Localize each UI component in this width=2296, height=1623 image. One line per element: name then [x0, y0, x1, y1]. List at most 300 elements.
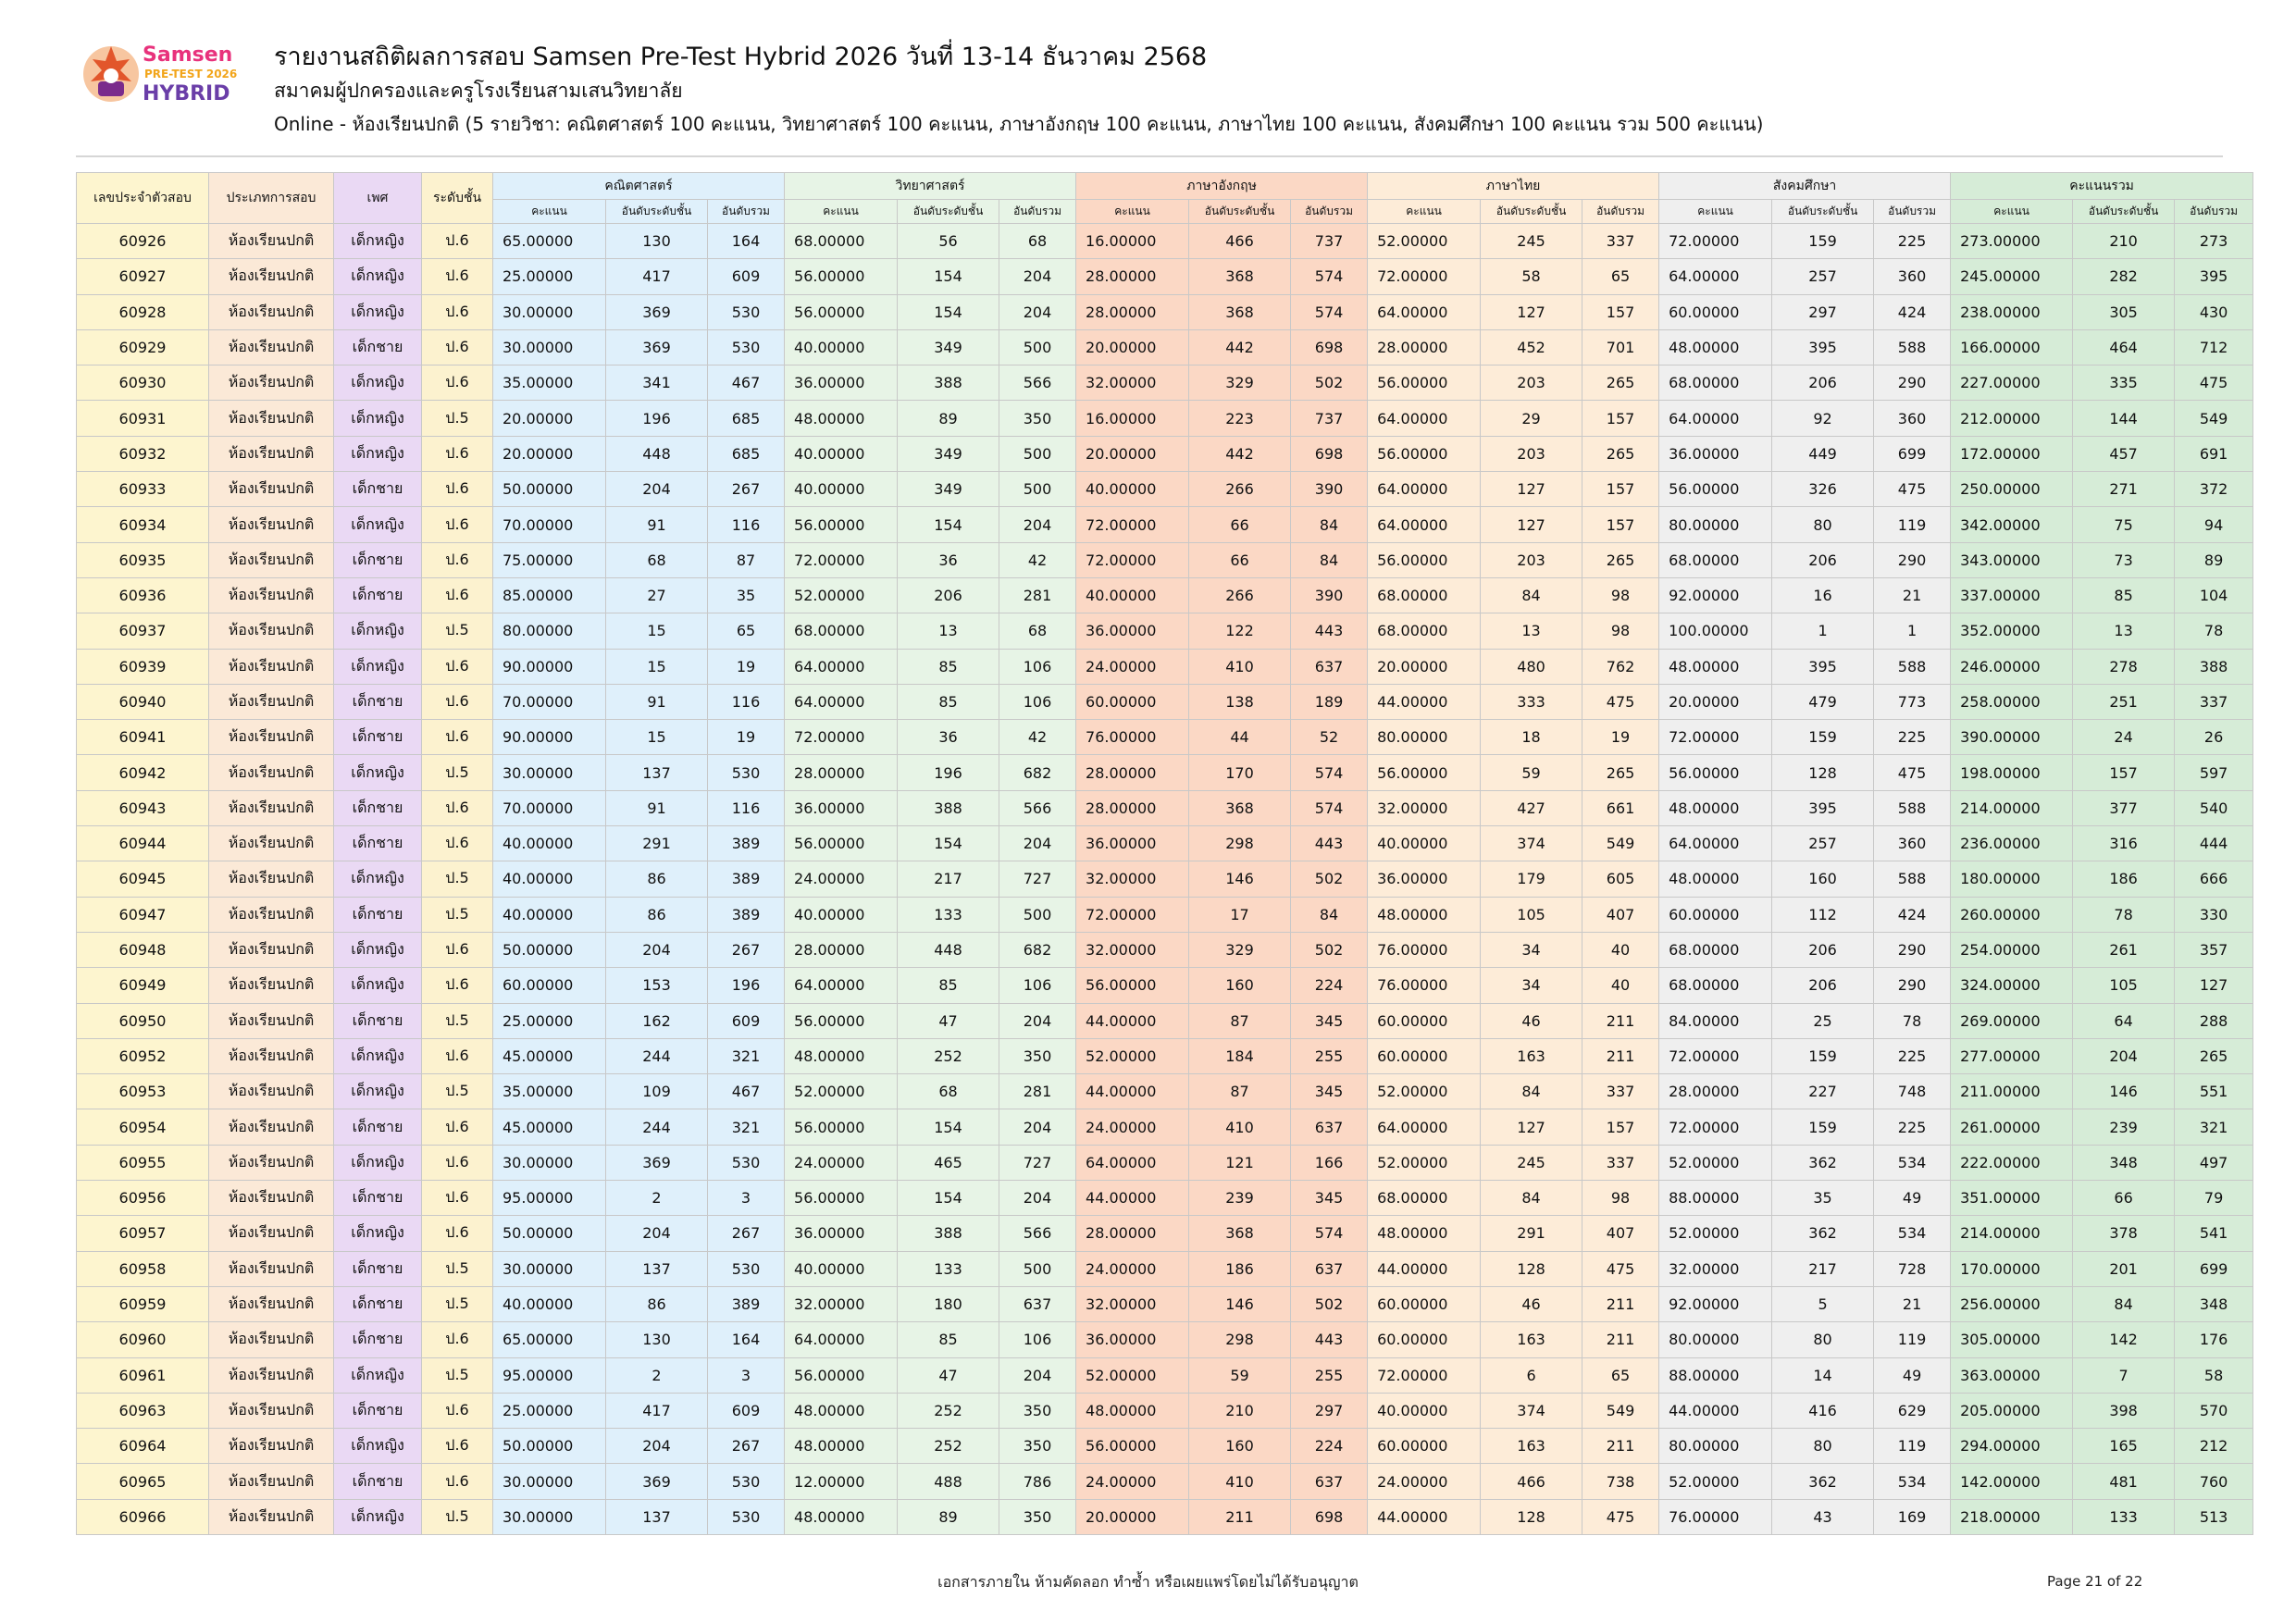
table-row [77, 1499, 2253, 1534]
cell-math-score: 40.00000 [493, 897, 606, 932]
cell-science-grade-rank: 217 [898, 861, 999, 897]
cell-math-overall-rank: 389 [708, 897, 785, 932]
cell-social-score: 28.00000 [1659, 1074, 1772, 1109]
cell-exam-id: 60927 [77, 259, 209, 294]
cell-english-score: 36.00000 [1076, 1322, 1189, 1357]
cell-total-grade-rank: 105 [2073, 968, 2175, 1003]
cell-social-score: 92.00000 [1659, 1286, 1772, 1321]
cell-exam-id: 60945 [77, 861, 209, 897]
cell-math-overall-rank: 609 [708, 1393, 785, 1428]
table-row [77, 259, 2253, 294]
cell-science-grade-rank: 47 [898, 1003, 999, 1038]
cell-social-score: 64.00000 [1659, 259, 1772, 294]
cell-english-overall-rank: 390 [1291, 577, 1368, 613]
cell-gender: เด็กหญิง [334, 613, 422, 649]
report-title: รายงานสถิติผลการสอบ Samsen Pre-Test Hybrid 2026 วันที่ 13-14 ธันวาคม 2568 [274, 43, 1208, 71]
header-gender: เพศ [334, 173, 422, 224]
table-row [77, 401, 2253, 436]
subheader-math-overall-rank: อันดับรวม [708, 200, 785, 224]
cell-english-score: 48.00000 [1076, 1393, 1189, 1428]
cell-science-overall-rank: 204 [999, 1109, 1076, 1145]
cell-thai-grade-rank: 203 [1481, 542, 1582, 577]
cell-exam-id: 60929 [77, 329, 209, 365]
cell-exam-type: ห้องเรียนปกติ [209, 755, 334, 790]
cell-social-score: 68.00000 [1659, 542, 1772, 577]
cell-thai-grade-rank: 46 [1481, 1286, 1582, 1321]
cell-total-grade-rank: 142 [2073, 1322, 2175, 1357]
cell-math-score: 70.00000 [493, 507, 606, 542]
cell-thai-score: 20.00000 [1368, 649, 1481, 684]
cell-science-score: 64.00000 [785, 684, 898, 719]
cell-english-overall-rank: 574 [1291, 294, 1368, 329]
cell-thai-grade-rank: 128 [1481, 1251, 1582, 1286]
cell-english-score: 52.00000 [1076, 1038, 1189, 1073]
cell-math-overall-rank: 267 [708, 1429, 785, 1464]
cell-grade-level: ป.6 [422, 649, 493, 684]
cell-social-overall-rank: 1 [1874, 613, 1951, 649]
cell-social-overall-rank: 360 [1874, 401, 1951, 436]
cell-english-overall-rank: 637 [1291, 1251, 1368, 1286]
subheader-total-score: คะแนน [1951, 200, 2073, 224]
cell-grade-level: ป.6 [422, 329, 493, 365]
cell-english-overall-rank: 443 [1291, 826, 1368, 861]
table-row [77, 1322, 2253, 1357]
cell-exam-type: ห้องเรียนปกติ [209, 897, 334, 932]
cell-math-score: 50.00000 [493, 932, 606, 967]
cell-exam-type: ห้องเรียนปกติ [209, 1145, 334, 1180]
cell-english-overall-rank: 84 [1291, 507, 1368, 542]
cell-total-grade-rank: 201 [2073, 1251, 2175, 1286]
cell-total-grade-rank: 271 [2073, 472, 2175, 507]
cell-english-grade-rank: 211 [1189, 1499, 1291, 1534]
cell-thai-overall-rank: 337 [1582, 1145, 1659, 1180]
cell-total-score: 166.00000 [1951, 329, 2073, 365]
cell-exam-type: ห้องเรียนปกติ [209, 1003, 334, 1038]
cell-thai-overall-rank: 65 [1582, 1357, 1659, 1393]
cell-thai-overall-rank: 211 [1582, 1322, 1659, 1357]
cell-english-grade-rank: 160 [1189, 968, 1291, 1003]
cell-total-overall-rank: 79 [2175, 1181, 2253, 1216]
table-row [77, 932, 2253, 967]
cell-social-grade-rank: 479 [1772, 684, 1874, 719]
cell-total-overall-rank: 78 [2175, 613, 2253, 649]
cell-thai-grade-rank: 163 [1481, 1322, 1582, 1357]
cell-total-grade-rank: 251 [2073, 684, 2175, 719]
cell-thai-overall-rank: 211 [1582, 1038, 1659, 1073]
cell-social-overall-rank: 49 [1874, 1181, 1951, 1216]
cell-social-score: 72.00000 [1659, 224, 1772, 259]
cell-thai-overall-rank: 337 [1582, 224, 1659, 259]
cell-thai-score: 32.00000 [1368, 790, 1481, 825]
cell-thai-overall-rank: 157 [1582, 294, 1659, 329]
cell-english-score: 24.00000 [1076, 1109, 1189, 1145]
header-total: คะแนนรวม [1951, 173, 2253, 200]
cell-english-overall-rank: 698 [1291, 329, 1368, 365]
cell-social-overall-rank: 534 [1874, 1216, 1951, 1251]
cell-english-grade-rank: 122 [1189, 613, 1291, 649]
cell-math-score: 20.00000 [493, 436, 606, 471]
cell-gender: เด็กชาย [334, 542, 422, 577]
cell-exam-type: ห้องเรียนปกติ [209, 577, 334, 613]
cell-total-overall-rank: 89 [2175, 542, 2253, 577]
cell-english-score: 28.00000 [1076, 755, 1189, 790]
cell-math-score: 25.00000 [493, 1003, 606, 1038]
cell-english-overall-rank: 345 [1291, 1003, 1368, 1038]
cell-math-overall-rank: 196 [708, 968, 785, 1003]
cell-total-score: 212.00000 [1951, 401, 2073, 436]
cell-social-overall-rank: 290 [1874, 365, 1951, 401]
cell-math-overall-rank: 267 [708, 1216, 785, 1251]
cell-math-grade-rank: 130 [606, 1322, 708, 1357]
cell-social-score: 56.00000 [1659, 472, 1772, 507]
cell-science-score: 56.00000 [785, 507, 898, 542]
cell-exam-id: 60965 [77, 1464, 209, 1499]
cell-exam-id: 60966 [77, 1499, 209, 1534]
cell-english-grade-rank: 87 [1189, 1074, 1291, 1109]
cell-exam-type: ห้องเรียนปกติ [209, 1286, 334, 1321]
cell-math-score: 45.00000 [493, 1109, 606, 1145]
cell-social-overall-rank: 290 [1874, 542, 1951, 577]
cell-thai-score: 56.00000 [1368, 755, 1481, 790]
cell-english-overall-rank: 255 [1291, 1038, 1368, 1073]
cell-grade-level: ป.5 [422, 755, 493, 790]
cell-exam-type: ห้องเรียนปกติ [209, 613, 334, 649]
table-row [77, 577, 2253, 613]
cell-science-overall-rank: 500 [999, 897, 1076, 932]
cell-thai-score: 60.00000 [1368, 1003, 1481, 1038]
cell-social-score: 48.00000 [1659, 329, 1772, 365]
cell-science-grade-rank: 47 [898, 1357, 999, 1393]
cell-english-grade-rank: 368 [1189, 790, 1291, 825]
cell-english-grade-rank: 17 [1189, 897, 1291, 932]
cell-math-score: 75.00000 [493, 542, 606, 577]
cell-thai-score: 56.00000 [1368, 542, 1481, 577]
subheader-science-grade-rank: อันดับระดับชั้น [898, 200, 999, 224]
cell-total-overall-rank: 388 [2175, 649, 2253, 684]
cell-english-overall-rank: 255 [1291, 1357, 1368, 1393]
cell-english-grade-rank: 442 [1189, 329, 1291, 365]
cell-english-grade-rank: 410 [1189, 1109, 1291, 1145]
cell-exam-type: ห้องเรียนปกติ [209, 259, 334, 294]
cell-grade-level: ป.6 [422, 1109, 493, 1145]
cell-total-overall-rank: 337 [2175, 684, 2253, 719]
header-exam-type: ประเภทการสอบ [209, 173, 334, 224]
cell-math-grade-rank: 291 [606, 826, 708, 861]
cell-exam-type: ห้องเรียนปกติ [209, 720, 334, 755]
cell-social-score: 20.00000 [1659, 684, 1772, 719]
cell-english-score: 16.00000 [1076, 224, 1189, 259]
cell-science-grade-rank: 349 [898, 329, 999, 365]
cell-social-score: 64.00000 [1659, 826, 1772, 861]
cell-total-score: 205.00000 [1951, 1393, 2073, 1428]
cell-thai-grade-rank: 466 [1481, 1464, 1582, 1499]
cell-thai-grade-rank: 127 [1481, 472, 1582, 507]
cell-social-grade-rank: 227 [1772, 1074, 1874, 1109]
cell-math-overall-rank: 685 [708, 436, 785, 471]
cell-gender: เด็กชาย [334, 720, 422, 755]
cell-english-grade-rank: 410 [1189, 649, 1291, 684]
cell-math-grade-rank: 162 [606, 1003, 708, 1038]
cell-total-grade-rank: 377 [2073, 790, 2175, 825]
subheader-science-score: คะแนน [785, 200, 898, 224]
cell-math-score: 30.00000 [493, 1251, 606, 1286]
table-row [77, 294, 2253, 329]
cell-gender: เด็กหญิง [334, 1074, 422, 1109]
cell-gender: เด็กชาย [334, 684, 422, 719]
cell-exam-id: 60954 [77, 1109, 209, 1145]
cell-science-grade-rank: 133 [898, 1251, 999, 1286]
cell-gender: เด็กชาย [334, 790, 422, 825]
cell-thai-overall-rank: 407 [1582, 1216, 1659, 1251]
cell-math-score: 30.00000 [493, 329, 606, 365]
cell-total-score: 269.00000 [1951, 1003, 2073, 1038]
cell-english-grade-rank: 368 [1189, 259, 1291, 294]
cell-science-grade-rank: 154 [898, 826, 999, 861]
cell-english-grade-rank: 138 [1189, 684, 1291, 719]
cell-grade-level: ป.6 [422, 968, 493, 1003]
cell-english-overall-rank: 637 [1291, 1464, 1368, 1499]
cell-social-score: 52.00000 [1659, 1216, 1772, 1251]
cell-thai-score: 60.00000 [1368, 1286, 1481, 1321]
cell-gender: เด็กชาย [334, 897, 422, 932]
cell-social-overall-rank: 629 [1874, 1393, 1951, 1428]
cell-science-overall-rank: 786 [999, 1464, 1076, 1499]
cell-math-overall-rank: 3 [708, 1357, 785, 1393]
cell-social-grade-rank: 206 [1772, 932, 1874, 967]
subheader-social-score: คะแนน [1659, 200, 1772, 224]
cell-math-score: 30.00000 [493, 1464, 606, 1499]
cell-science-grade-rank: 388 [898, 790, 999, 825]
cell-thai-score: 24.00000 [1368, 1464, 1481, 1499]
cell-social-overall-rank: 773 [1874, 684, 1951, 719]
cell-total-grade-rank: 73 [2073, 542, 2175, 577]
cell-english-score: 52.00000 [1076, 1357, 1189, 1393]
cell-total-grade-rank: 78 [2073, 897, 2175, 932]
cell-grade-level: ป.5 [422, 897, 493, 932]
cell-social-overall-rank: 699 [1874, 436, 1951, 471]
cell-math-grade-rank: 137 [606, 755, 708, 790]
cell-science-score: 72.00000 [785, 720, 898, 755]
cell-math-overall-rank: 267 [708, 472, 785, 507]
cell-thai-overall-rank: 549 [1582, 826, 1659, 861]
cell-english-score: 40.00000 [1076, 577, 1189, 613]
cell-english-overall-rank: 166 [1291, 1145, 1368, 1180]
cell-gender: เด็กหญิง [334, 259, 422, 294]
cell-english-grade-rank: 66 [1189, 507, 1291, 542]
cell-math-score: 40.00000 [493, 861, 606, 897]
header-exam-id: เลขประจำตัวสอบ [77, 173, 209, 224]
cell-exam-id: 60957 [77, 1216, 209, 1251]
cell-thai-grade-rank: 46 [1481, 1003, 1582, 1038]
cell-social-grade-rank: 206 [1772, 542, 1874, 577]
cell-social-score: 80.00000 [1659, 507, 1772, 542]
cell-total-overall-rank: 288 [2175, 1003, 2253, 1038]
cell-social-score: 68.00000 [1659, 932, 1772, 967]
table-row [77, 649, 2253, 684]
cell-exam-id: 60933 [77, 472, 209, 507]
table-row [77, 1109, 2253, 1145]
cell-total-score: 294.00000 [1951, 1429, 2073, 1464]
cell-english-overall-rank: 345 [1291, 1074, 1368, 1109]
cell-total-grade-rank: 7 [2073, 1357, 2175, 1393]
cell-total-overall-rank: 699 [2175, 1251, 2253, 1286]
cell-social-grade-rank: 43 [1772, 1499, 1874, 1534]
cell-total-overall-rank: 212 [2175, 1429, 2253, 1464]
cell-grade-level: ป.6 [422, 720, 493, 755]
cell-thai-grade-rank: 84 [1481, 1181, 1582, 1216]
cell-social-grade-rank: 257 [1772, 259, 1874, 294]
cell-thai-grade-rank: 245 [1481, 1145, 1582, 1180]
logo-line1: Samsen [143, 43, 233, 67]
cell-math-score: 80.00000 [493, 613, 606, 649]
cell-gender: เด็กหญิง [334, 1499, 422, 1534]
cell-total-score: 352.00000 [1951, 613, 2073, 649]
cell-gender: เด็กชาย [334, 1464, 422, 1499]
cell-thai-score: 44.00000 [1368, 1251, 1481, 1286]
cell-math-score: 50.00000 [493, 472, 606, 507]
cell-thai-grade-rank: 34 [1481, 968, 1582, 1003]
cell-exam-type: ห้องเรียนปกติ [209, 542, 334, 577]
cell-total-overall-rank: 265 [2175, 1038, 2253, 1073]
cell-science-grade-rank: 252 [898, 1429, 999, 1464]
header-math: คณิตศาสตร์ [493, 173, 785, 200]
cell-thai-score: 60.00000 [1368, 1429, 1481, 1464]
cell-math-overall-rank: 530 [708, 1145, 785, 1180]
cell-science-overall-rank: 566 [999, 790, 1076, 825]
cell-science-grade-rank: 85 [898, 968, 999, 1003]
cell-math-overall-rank: 530 [708, 329, 785, 365]
table-row [77, 1357, 2253, 1393]
cell-total-grade-rank: 282 [2073, 259, 2175, 294]
cell-english-score: 24.00000 [1076, 649, 1189, 684]
table-header-row-subjects [77, 173, 2253, 200]
cell-science-overall-rank: 500 [999, 472, 1076, 507]
cell-science-score: 40.00000 [785, 897, 898, 932]
cell-thai-score: 68.00000 [1368, 613, 1481, 649]
cell-science-score: 68.00000 [785, 613, 898, 649]
table-row [77, 1145, 2253, 1180]
cell-total-overall-rank: 372 [2175, 472, 2253, 507]
cell-social-grade-rank: 14 [1772, 1357, 1874, 1393]
cell-science-overall-rank: 204 [999, 294, 1076, 329]
cell-exam-type: ห้องเรียนปกติ [209, 826, 334, 861]
cell-thai-grade-rank: 163 [1481, 1429, 1582, 1464]
cell-science-grade-rank: 154 [898, 507, 999, 542]
cell-social-grade-rank: 362 [1772, 1145, 1874, 1180]
cell-thai-grade-rank: 203 [1481, 365, 1582, 401]
cell-thai-grade-rank: 127 [1481, 1109, 1582, 1145]
cell-gender: เด็กหญิง [334, 861, 422, 897]
cell-english-overall-rank: 224 [1291, 968, 1368, 1003]
subheader-science-overall-rank: อันดับรวม [999, 200, 1076, 224]
cell-social-grade-rank: 160 [1772, 861, 1874, 897]
table-row [77, 684, 2253, 719]
cell-social-grade-rank: 449 [1772, 436, 1874, 471]
cell-math-grade-rank: 204 [606, 932, 708, 967]
cell-science-score: 56.00000 [785, 259, 898, 294]
cell-thai-overall-rank: 98 [1582, 577, 1659, 613]
table-row [77, 436, 2253, 471]
cell-science-overall-rank: 106 [999, 968, 1076, 1003]
cell-social-overall-rank: 225 [1874, 720, 1951, 755]
cell-science-overall-rank: 204 [999, 507, 1076, 542]
cell-science-overall-rank: 204 [999, 1003, 1076, 1038]
cell-social-overall-rank: 424 [1874, 294, 1951, 329]
cell-math-score: 20.00000 [493, 401, 606, 436]
table-row [77, 613, 2253, 649]
page-number: Page 21 of 22 [2047, 1573, 2143, 1590]
cell-math-overall-rank: 530 [708, 1499, 785, 1534]
cell-total-score: 172.00000 [1951, 436, 2073, 471]
cell-grade-level: ป.6 [422, 294, 493, 329]
cell-thai-overall-rank: 40 [1582, 968, 1659, 1003]
cell-english-grade-rank: 184 [1189, 1038, 1291, 1073]
cell-thai-score: 64.00000 [1368, 1109, 1481, 1145]
cell-social-score: 48.00000 [1659, 861, 1772, 897]
cell-thai-overall-rank: 762 [1582, 649, 1659, 684]
cell-math-grade-rank: 2 [606, 1357, 708, 1393]
table-row [77, 755, 2253, 790]
cell-thai-overall-rank: 157 [1582, 1109, 1659, 1145]
cell-math-grade-rank: 86 [606, 1286, 708, 1321]
cell-exam-id: 60932 [77, 436, 209, 471]
cell-total-overall-rank: 541 [2175, 1216, 2253, 1251]
cell-grade-level: ป.6 [422, 1464, 493, 1499]
cell-social-grade-rank: 1 [1772, 613, 1874, 649]
cell-social-grade-rank: 297 [1772, 294, 1874, 329]
cell-math-overall-rank: 467 [708, 365, 785, 401]
cell-science-score: 24.00000 [785, 1145, 898, 1180]
cell-thai-grade-rank: 58 [1481, 259, 1582, 294]
table-body [77, 224, 2253, 1535]
cell-exam-id: 60930 [77, 365, 209, 401]
cell-english-overall-rank: 84 [1291, 542, 1368, 577]
cell-math-overall-rank: 3 [708, 1181, 785, 1216]
cell-math-overall-rank: 389 [708, 1286, 785, 1321]
cell-thai-overall-rank: 211 [1582, 1429, 1659, 1464]
cell-social-score: 36.00000 [1659, 436, 1772, 471]
cell-grade-level: ป.6 [422, 932, 493, 967]
cell-thai-score: 60.00000 [1368, 1038, 1481, 1073]
cell-total-score: 142.00000 [1951, 1464, 2073, 1499]
cell-gender: เด็กหญิง [334, 649, 422, 684]
cell-english-overall-rank: 84 [1291, 897, 1368, 932]
cell-total-overall-rank: 395 [2175, 259, 2253, 294]
table-row [77, 720, 2253, 755]
cell-science-grade-rank: 252 [898, 1393, 999, 1428]
cell-english-score: 32.00000 [1076, 932, 1189, 967]
table-row [77, 1216, 2253, 1251]
cell-thai-score: 48.00000 [1368, 897, 1481, 932]
cell-social-score: 80.00000 [1659, 1322, 1772, 1357]
cell-science-score: 36.00000 [785, 1216, 898, 1251]
cell-gender: เด็กหญิง [334, 401, 422, 436]
cell-english-overall-rank: 443 [1291, 1322, 1368, 1357]
subheader-math-grade-rank: อันดับระดับชั้น [606, 200, 708, 224]
cell-math-score: 50.00000 [493, 1216, 606, 1251]
cell-thai-grade-rank: 18 [1481, 720, 1582, 755]
cell-thai-grade-rank: 84 [1481, 577, 1582, 613]
cell-english-score: 44.00000 [1076, 1003, 1189, 1038]
cell-math-grade-rank: 341 [606, 365, 708, 401]
cell-english-grade-rank: 368 [1189, 294, 1291, 329]
cell-english-score: 24.00000 [1076, 1251, 1189, 1286]
cell-thai-grade-rank: 84 [1481, 1074, 1582, 1109]
cell-science-score: 56.00000 [785, 1109, 898, 1145]
cell-exam-type: ห้องเรียนปกติ [209, 1181, 334, 1216]
cell-grade-level: ป.6 [422, 1322, 493, 1357]
cell-thai-overall-rank: 211 [1582, 1286, 1659, 1321]
